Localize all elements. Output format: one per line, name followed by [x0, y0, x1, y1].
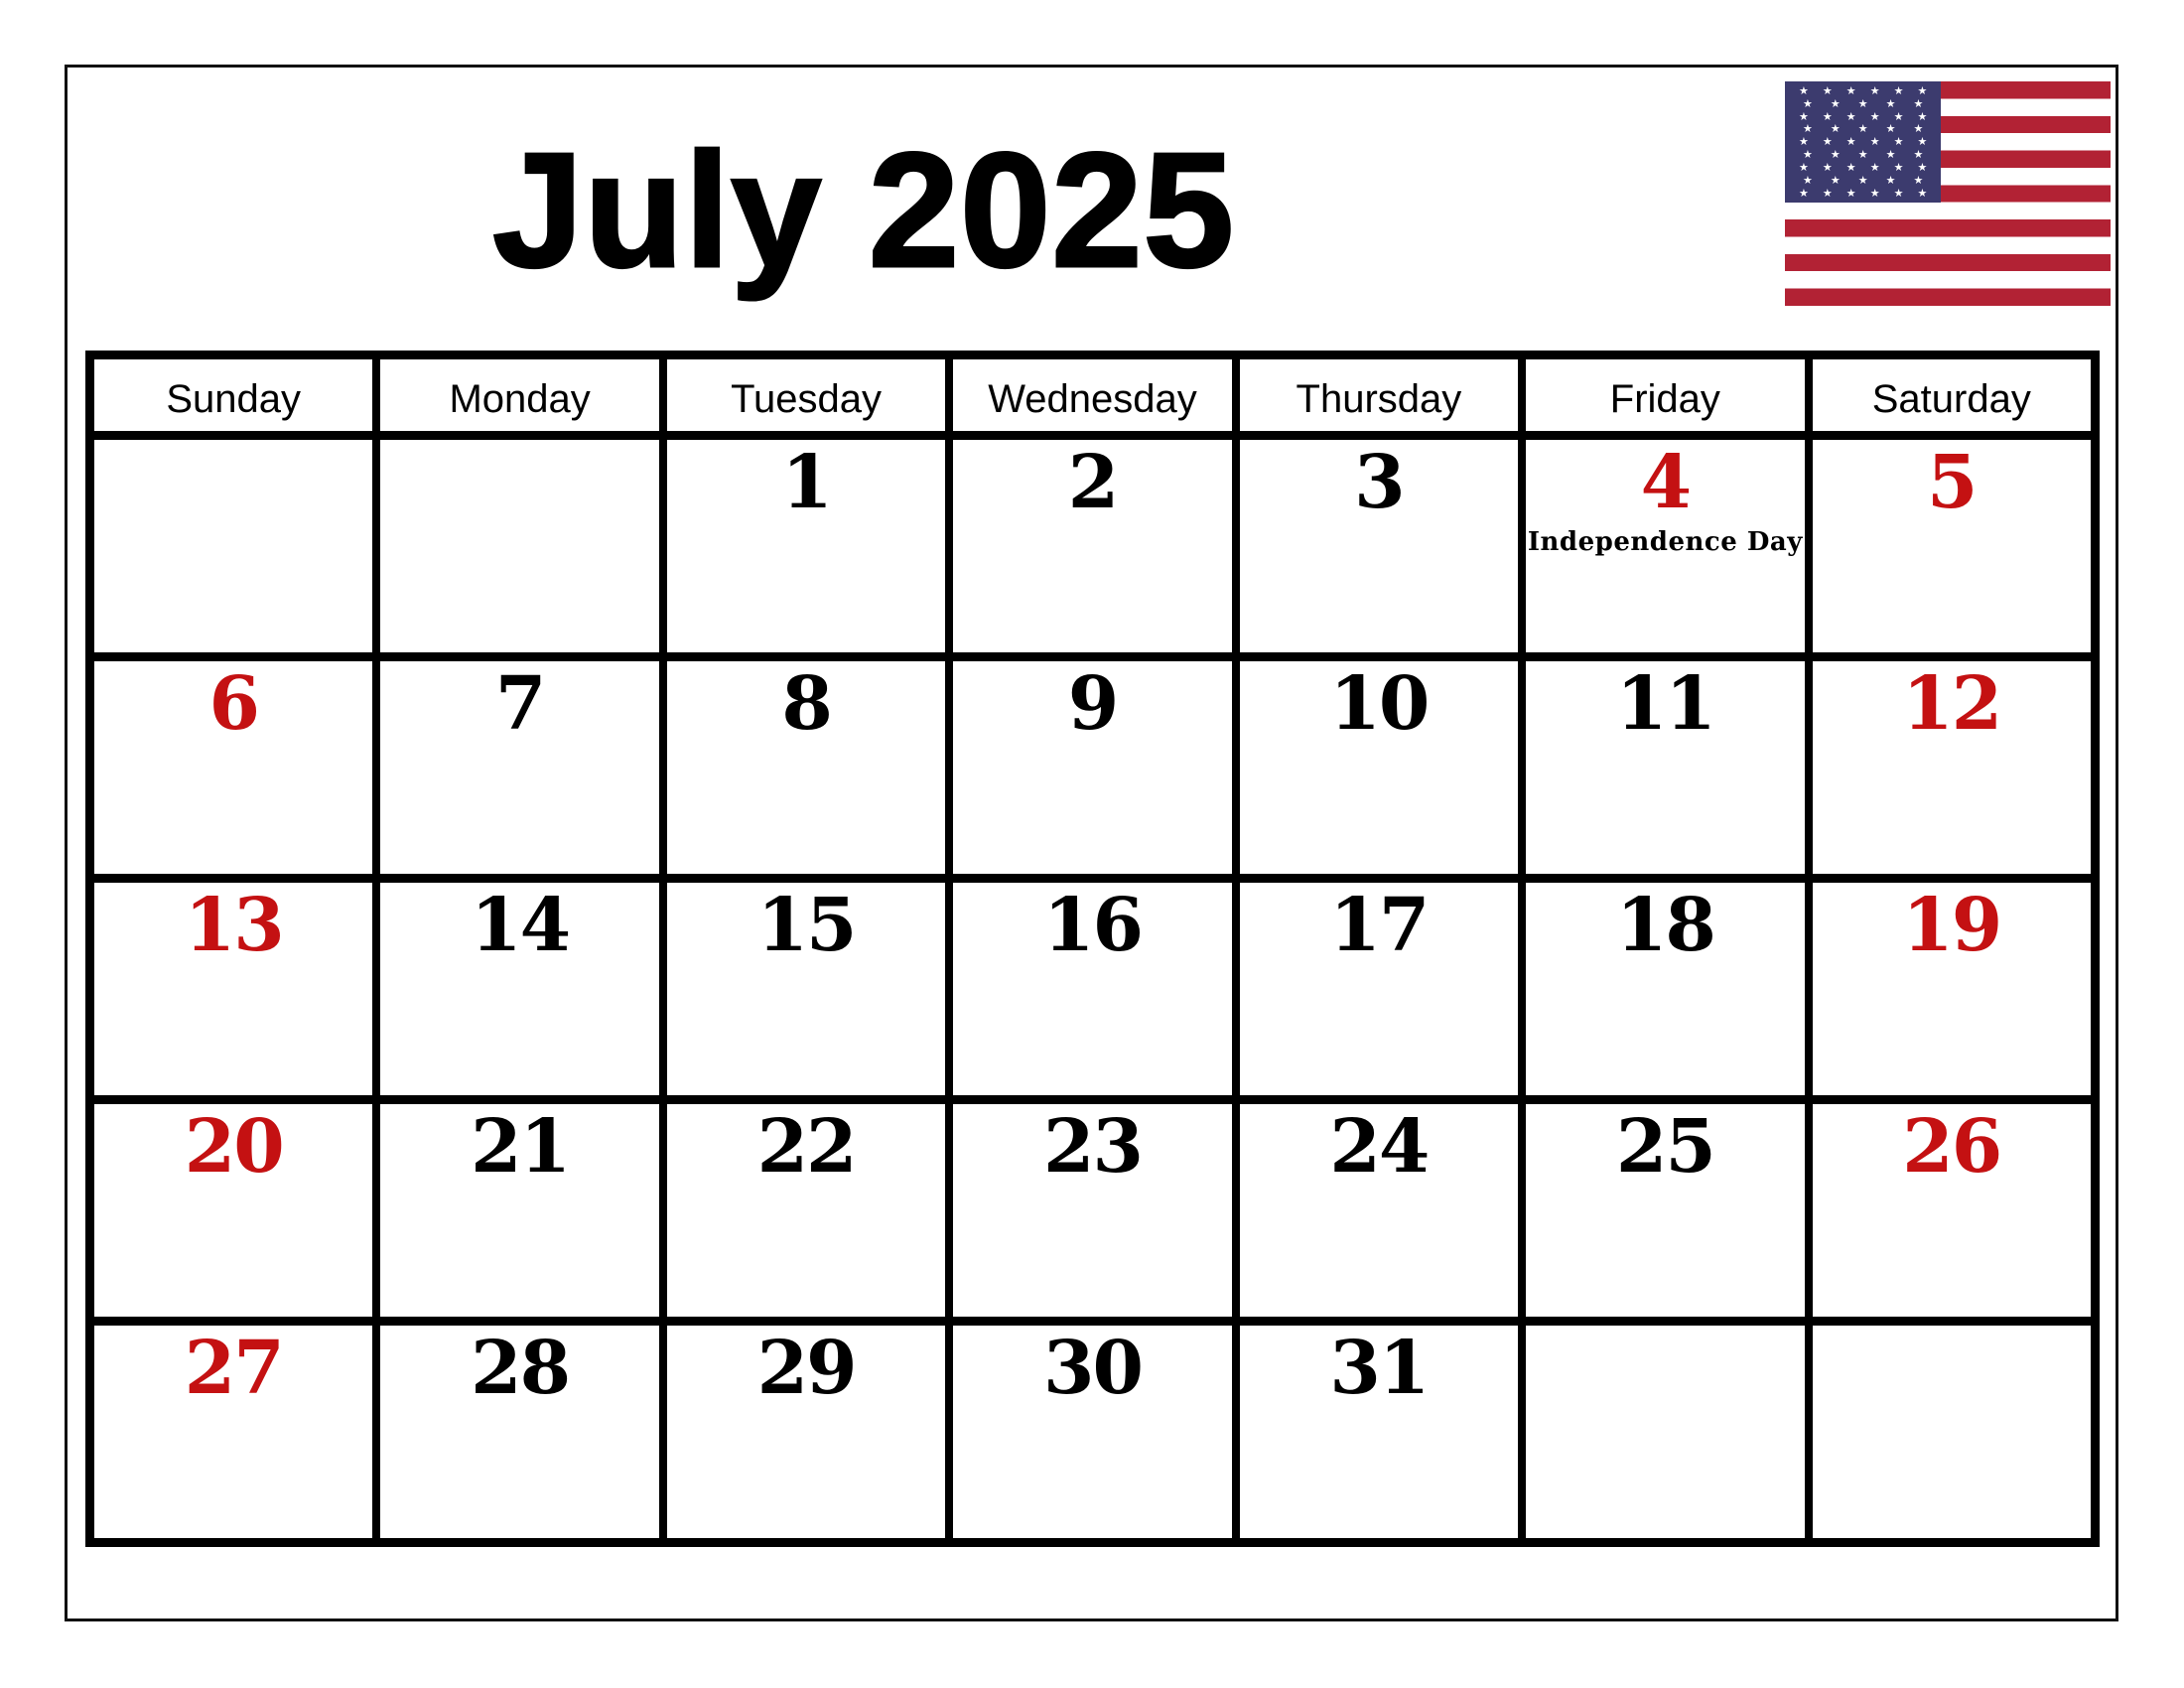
empty-cell	[94, 440, 372, 652]
day-number: 20	[184, 1104, 283, 1190]
star-icon: ★	[1803, 148, 1813, 162]
day-number: 27	[184, 1326, 283, 1411]
star-icon: ★	[1830, 96, 1841, 110]
star-icon: ★	[1913, 96, 1924, 110]
day-number: 16	[1043, 883, 1142, 968]
flag-star-row	[1785, 136, 1941, 147]
star-icon: ★	[1822, 186, 1833, 200]
star-icon: ★	[1857, 122, 1868, 136]
day-cell-1	[667, 440, 945, 652]
star-icon: ★	[1830, 148, 1841, 162]
day-cell-4	[1526, 440, 1804, 652]
day-number: 30	[1043, 1326, 1142, 1411]
star-icon: ★	[1869, 83, 1880, 97]
star-icon: ★	[1822, 109, 1833, 123]
star-icon: ★	[1917, 135, 1928, 149]
day-number: 6	[208, 661, 258, 747]
day-number: 5	[1927, 440, 1977, 525]
flag-star-row	[1785, 111, 1941, 122]
day-number: 11	[1615, 661, 1714, 747]
star-icon: ★	[1885, 173, 1896, 187]
star-icon: ★	[1830, 122, 1841, 136]
star-icon: ★	[1830, 173, 1841, 187]
day-number: 18	[1615, 883, 1714, 968]
day-cell-17	[1240, 883, 1518, 1095]
day-cell-2	[953, 440, 1231, 652]
calendar-grid	[85, 351, 2100, 1547]
star-icon: ★	[1857, 173, 1868, 187]
star-icon: ★	[1893, 109, 1904, 123]
star-icon: ★	[1893, 186, 1904, 200]
day-cell-9	[953, 661, 1231, 874]
star-icon: ★	[1845, 160, 1856, 174]
star-icon: ★	[1845, 186, 1856, 200]
star-icon: ★	[1893, 83, 1904, 97]
day-cell-26	[1813, 1104, 2091, 1317]
weekday-header-sunday: Sunday	[94, 359, 372, 431]
day-cell-5	[1813, 440, 2091, 652]
star-icon: ★	[1885, 122, 1896, 136]
star-icon: ★	[1845, 83, 1856, 97]
day-cell-14	[380, 883, 658, 1095]
holiday-label: Independence Day	[1527, 527, 1803, 557]
day-number: 23	[1043, 1104, 1142, 1190]
star-icon: ★	[1822, 83, 1833, 97]
day-cell-7	[380, 661, 658, 874]
weekday-header-monday: Monday	[380, 359, 658, 431]
day-number: 8	[781, 661, 831, 747]
day-cell-3	[1240, 440, 1518, 652]
flag-star-row	[1785, 149, 1941, 160]
day-number: 21	[471, 1104, 570, 1190]
day-cell-20	[94, 1104, 372, 1317]
day-cell-22	[667, 1104, 945, 1317]
day-number: 4	[1640, 440, 1691, 525]
weekday-header-saturday: Saturday	[1813, 359, 2091, 431]
day-cell-30	[953, 1326, 1231, 1538]
day-number: 10	[1329, 661, 1429, 747]
weekday-header-friday: Friday	[1526, 359, 1804, 431]
weekday-header-wednesday: Wednesday	[953, 359, 1231, 431]
day-cell-25	[1526, 1104, 1804, 1317]
day-number: 26	[1902, 1104, 2001, 1190]
calendar-title: July 2025	[492, 119, 1235, 301]
day-cell-29	[667, 1326, 945, 1538]
day-cell-28	[380, 1326, 658, 1538]
us-flag-icon	[1785, 81, 2111, 306]
day-cell-27	[94, 1326, 372, 1538]
day-cell-8	[667, 661, 945, 874]
day-cell-24	[1240, 1104, 1518, 1317]
day-number: 28	[471, 1326, 570, 1411]
star-icon: ★	[1857, 148, 1868, 162]
star-icon: ★	[1913, 173, 1924, 187]
flag-star-row	[1785, 98, 1941, 109]
empty-cell	[380, 440, 658, 652]
star-icon: ★	[1799, 135, 1809, 149]
star-icon: ★	[1917, 160, 1928, 174]
flag-star-row	[1785, 175, 1941, 186]
day-number: 7	[494, 661, 545, 747]
star-icon: ★	[1885, 96, 1896, 110]
day-cell-19	[1813, 883, 2091, 1095]
star-icon: ★	[1913, 122, 1924, 136]
day-number: 24	[1329, 1104, 1429, 1190]
star-icon: ★	[1917, 186, 1928, 200]
day-number: 17	[1329, 883, 1429, 968]
day-cell-15	[667, 883, 945, 1095]
empty-cell	[1526, 1326, 1804, 1538]
star-icon: ★	[1799, 160, 1809, 174]
day-cell-11	[1526, 661, 1804, 874]
flag-star-row	[1785, 162, 1941, 173]
star-icon: ★	[1893, 135, 1904, 149]
day-cell-10	[1240, 661, 1518, 874]
day-number: 9	[1067, 661, 1118, 747]
flag-star-row	[1785, 85, 1941, 96]
star-icon: ★	[1803, 96, 1813, 110]
star-icon: ★	[1803, 173, 1813, 187]
day-cell-31	[1240, 1326, 1518, 1538]
star-icon: ★	[1803, 122, 1813, 136]
day-cell-13	[94, 883, 372, 1095]
day-cell-12	[1813, 661, 2091, 874]
star-icon: ★	[1822, 135, 1833, 149]
weekday-header-tuesday: Tuesday	[667, 359, 945, 431]
star-icon: ★	[1845, 135, 1856, 149]
star-icon: ★	[1822, 160, 1833, 174]
day-cell-21	[380, 1104, 658, 1317]
flag-star-row	[1785, 188, 1941, 199]
star-icon: ★	[1857, 96, 1868, 110]
star-icon: ★	[1869, 109, 1880, 123]
star-icon: ★	[1799, 186, 1809, 200]
star-icon: ★	[1869, 135, 1880, 149]
star-icon: ★	[1799, 109, 1809, 123]
day-cell-18	[1526, 883, 1804, 1095]
day-number: 3	[1354, 440, 1404, 525]
day-cell-6	[94, 661, 372, 874]
star-icon: ★	[1893, 160, 1904, 174]
star-icon: ★	[1845, 109, 1856, 123]
day-number: 1	[781, 440, 831, 525]
day-number: 12	[1902, 661, 2001, 747]
day-number: 13	[184, 883, 283, 968]
day-number: 14	[471, 883, 570, 968]
day-number: 2	[1067, 440, 1118, 525]
flag-star-row	[1785, 123, 1941, 134]
day-cell-23	[953, 1104, 1231, 1317]
weekday-header-thursday: Thursday	[1240, 359, 1518, 431]
star-icon: ★	[1869, 186, 1880, 200]
star-icon: ★	[1917, 83, 1928, 97]
day-number: 15	[756, 883, 856, 968]
star-icon: ★	[1869, 160, 1880, 174]
day-number: 22	[756, 1104, 856, 1190]
day-number: 31	[1329, 1326, 1429, 1411]
day-number: 19	[1902, 883, 2001, 968]
day-number: 29	[756, 1326, 856, 1411]
star-icon: ★	[1913, 148, 1924, 162]
star-icon: ★	[1917, 109, 1928, 123]
star-icon: ★	[1885, 148, 1896, 162]
day-cell-16	[953, 883, 1231, 1095]
day-number: 25	[1615, 1104, 1714, 1190]
flag-canton	[1785, 81, 1941, 203]
empty-cell	[1813, 1326, 2091, 1538]
star-icon: ★	[1799, 83, 1809, 97]
